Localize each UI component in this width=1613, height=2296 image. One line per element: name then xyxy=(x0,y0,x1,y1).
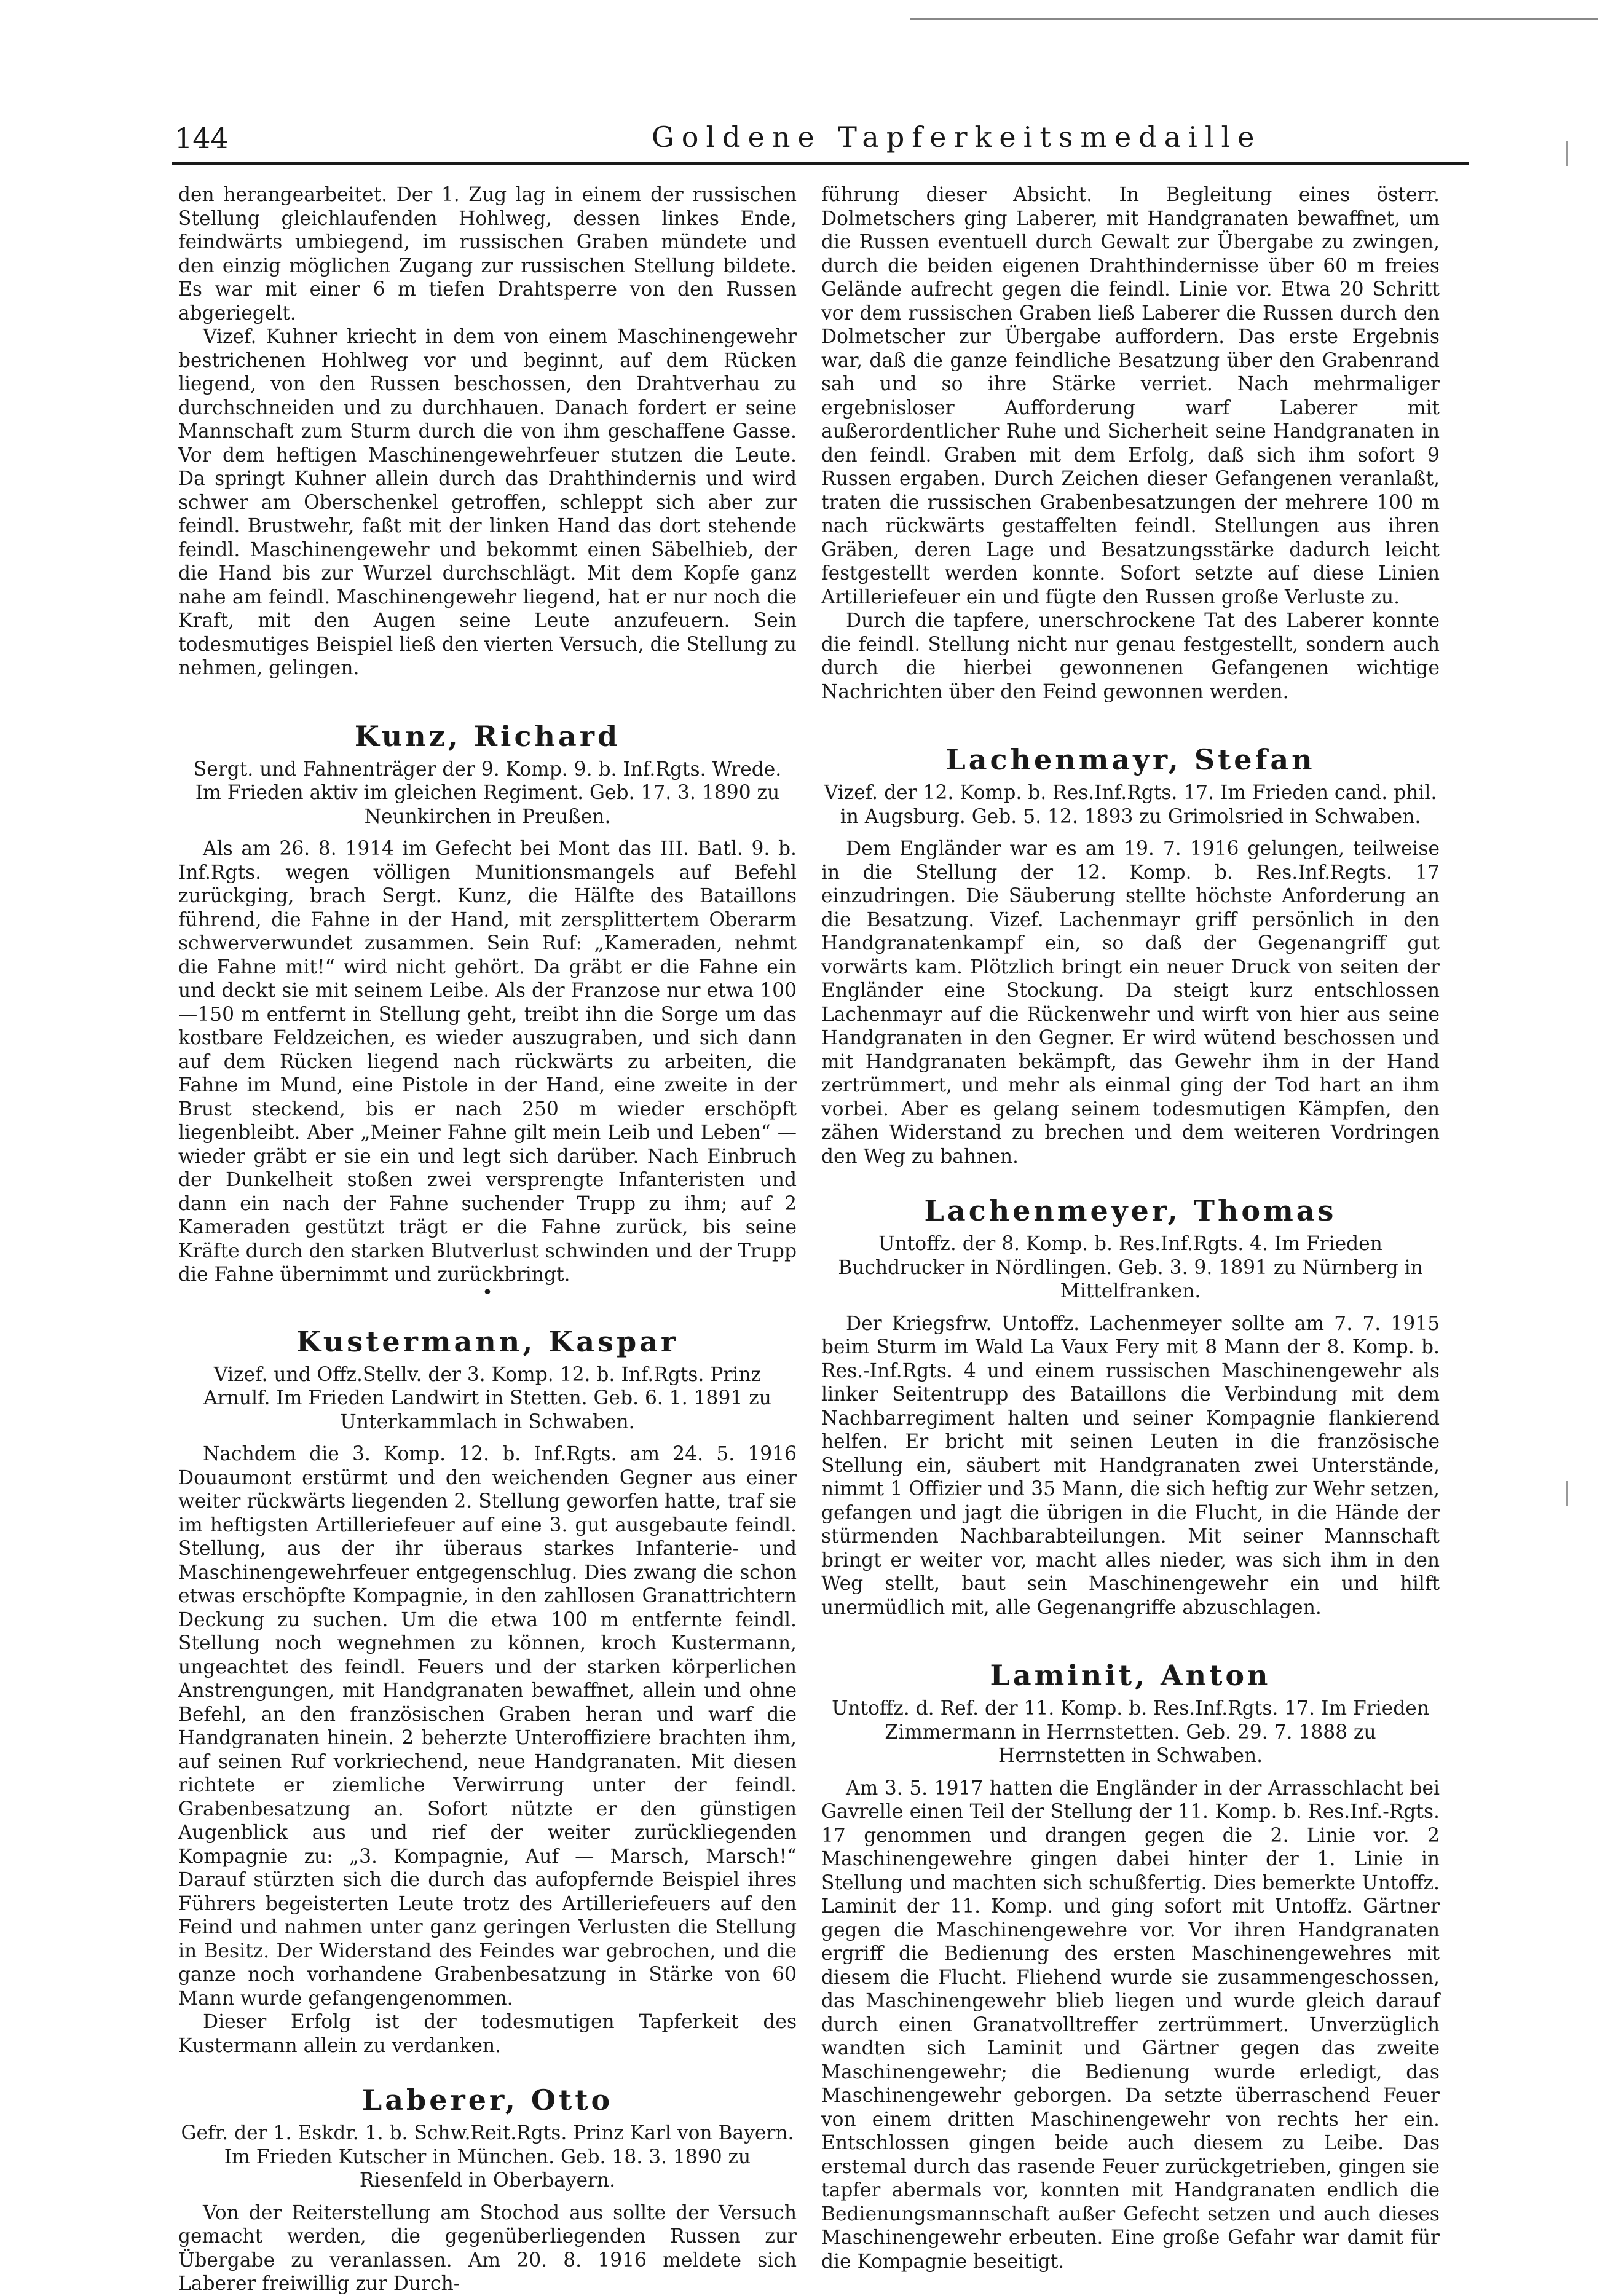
entry-text: Dieser Erfolg ist der todesmutigen Tapferkeit des Kustermann allein zu verdanken. xyxy=(178,2011,797,2057)
entry-heading-kustermann: Kustermann, Kaspar xyxy=(296,1324,679,1358)
entry-meta: Gefr. der 1. Eskdr. 1. b. Schw.Reit.Rgts. Prinz Karl von Bayern. Im Frieden Kutscher in München. Geb. 18. 3. 1890 zu Riesenfeld in Oberbayern. xyxy=(181,2122,794,2192)
header-rule xyxy=(172,162,1469,165)
paragraph: Vizef. Kuhner kriecht in dem von einem Maschinengewehr bestrichenen Hohlweg vor und beginnt, auf dem Rücken liegend, von den Russen beschossen, den Drahtverhau zu durchschneiden und zu durchhauen. Danach fordert er seine Mannschaft zum Sturm durch die von ihm geschaffene Gasse. Vor dem heftigen Maschinengewehrfeuer stutzen die Leute. Da springt Kuhner allein durch das Drahthindernis und wird schwer am Oberschenkel getroffen, schleppt sich aber zur feindl. Brustwehr, faßt mit der linken Hand das dort stehende feindl. Maschinengewehr und bekommt einen Säbelhieb, der die Hand bis zur Wurzel durchschlägt. Mit dem Kopfe ganz nahe am feindl. Maschinengewehr liegend, hat er nur noch die Kraft, mit den Augen seine Leute anzufeuern. Sein todesmutiges Beispiel ließ den vierten Versuch, die Stellung zu nehmen, gelingen. xyxy=(178,326,797,679)
margin-mark xyxy=(1566,141,1568,166)
entry-heading-laminit: Laminit, Anton xyxy=(990,1659,1271,1692)
entry-meta: Untoffz. d. Ref. der 11. Komp. b. Res.Inf.Rgts. 17. Im Frieden Zimmermann in Herrnstetten. Geb. 29. 7. 1888 zu Herrnstetten in Schwaben. xyxy=(832,1697,1429,1767)
entry-text: Von der Reiterstellung am Stochod aus sollte der Versuch gemacht werden, die gegenüberliegenden Russen zur Übergabe zu veranlassen. Am 20. 8. 1916 meldete sich Laberer freiwillig zur Durch- xyxy=(178,2201,797,2295)
entry-meta: Vizef. der 12. Komp. b. Res.Inf.Rgts. 17. Im Frieden cand. phil. in Augsburg. Geb. 5. 12. 1893 zu Grimolsried in Schwaben. xyxy=(824,782,1437,828)
paragraph: führung dieser Absicht. In Begleitung eines österr. Dolmetschers ging Laberer, mit Handgranaten bewaffnet, um die Russen eventuell durch Gewalt zur Übergabe zu zwingen, durch die beiden eigenen Drahthindernisse über 60 m freies Gelände aufrecht gegen die feindl. Linie vor. Etwa 20 Schritt vor dem russischen Graben ließ Laberer die Russen durch den Dolmetscher zur Übergabe auffordern. Das erste Ergebnis war, daß die ganze feindliche Besatzung über den Grabenrand sah und so ihre Stärke verriet. Nach mehrmaliger ergebnisloser Aufforderung warf Laberer mit außerordentlicher Ruhe und Sicherheit seine Handgranaten in den feindl. Graben mit dem Erfolg, daß sich ihm sofort 9 Russen ergaben. Durch Zeichen dieser Gefangenen veranlaßt, traten die russischen Grabenbesatzungen der mehrere 100 m nach rückwärts gestaffelten feindl. Stellungen aus ihren Gräben, deren Lage und Besatzungsstärke dadurch leicht festgestellt werden konnte. Sofort setzte auf diese Linien Artilleriefeuer ein und fügte den Russen große Verluste zu. xyxy=(821,184,1440,608)
entry-heading-laberer: Laberer, Otto xyxy=(361,2083,613,2117)
entry-text: Der Kriegsfrw. Untoffz. Lachenmeyer sollte am 7. 7. 1915 beim Sturm im Wald La Vaux Fery mit 8 Mann der 8. Komp. b. Res.-Inf.Rgts. 4 und einem russischen Maschinengewehr als linker Seitentrupp des Bataillons die Verbindung mit dem Nachbarregiment halten und seiner Kompagnie flankierend helfen. Er bricht mit seinen Leuten in die französische Stellung ein, säubert mit Handgranaten zwei Unterstände, nimmt 1 Offizier und 35 Mann, die sich heftig zur Wehr setzen, gefangen und jagt die übrigen in die Flucht, in die Hände der stürmenden Nachbarabteilungen. Mit seiner Mannschaft bringt er weiter vor, macht alles nieder, was sich ihm in den Weg stellt, baut sein Maschinengewehr ein und hilft unermüdlich mit, alle Gegenangriffe abzuschlagen. xyxy=(821,1312,1440,1619)
running-title: Goldene Tapferkeitsmedaille xyxy=(652,120,1262,154)
entry-meta: Vizef. und Offz.Stellv. der 3. Komp. 12. b. Inf.Rgts. Prinz Arnulf. Im Frieden Landwirt in Stetten. Geb. 6. 1. 1891 zu Unterkammlach in Schwaben. xyxy=(203,1363,771,1433)
entry-text: Am 3. 5. 1917 hatten die Engländer in der Arrasschlacht bei Gavrelle einen Teil der Stellung der 11. Komp. b. Res.Inf.-Rgts. 17 genommen und drangen gegen die 2. Linie vor. 2 Maschinengewehre gingen dabei hinter der 1. Linie in Stellung und machten sich schußfertig. Dies bemerkte Untoffz. Laminit der 11. Komp. und ging sofort mit Untoffz. Gärtner gegen die Maschinengewehre vor. Vor ihren Handgranaten ergriff die Bedienung des ersten Maschinengewehres mit diesem die Flucht. Fliehend wurde sie zusammengeschossen, das Maschinengewehr blieb liegen und wurde gleich darauf durch einen Granatvolltreffer zertrümmert. Unverzüglich wandten sich Laminit und Gärtner gegen das zweite Maschinengewehr; die Bedienung wurde erledigt, das Maschinengewehr geborgen. Da setzte überraschend Feuer von einem dritten Maschinengewehr von rechts her ein. Entschlossen gingen beide auch diesem zu Leibe. Das erstemal durch das rasende Feuer zurückgetrieben, gingen sie tapfer abermals vor, konnten mit Handgranaten endlich die Bedienungsmannschaft außer Gefecht setzen und auch dieses Maschinengewehr erbeuten. Eine große Gefahr war damit für die Kompagnie beseitigt. xyxy=(821,1777,1440,2273)
entry-heading-kunz: Kunz, Richard xyxy=(354,719,621,753)
entry-text: Als am 26. 8. 1914 im Gefecht bei Mont das III. Batl. 9. b. Inf.Rgts. wegen völligen Munitionsmangels auf Befehl zurückging, brach Sergt. Kunz, die Hälfte des Bataillons führend, die Fahne in der Hand, mit zersplittertem Oberarm schwerverwundet zusammen. Sein Ruf: „Kameraden, nehmt die Fahne mit!“ wird nicht gehört. Da gräbt er die Fahne ein und deckt sie mit seinem Leibe. Als der Franzose nur etwa 100—150 m entfernt in Stellung geht, treibt ihn die Sorge um das kostbare Feldzeichen, es wieder auszugraben, und sich dann auf dem Rücken liegend nach rückwärts zu arbeiten, die Fahne im Mund, eine Pistole in der Hand, eine zweite in der Brust steckend, bis er nach 250 m wieder erschöpft liegenbleibt. Aber „Meiner Fahne gilt mein Leib und Leben“ — wieder gräbt er sie ein und legt sich darüber. Nach Einbruch der Dunkelheit stoßen zwei versprengte Infanteristen und dann ein nach der Fahne suchender Trupp zu ihm; auf 2 Kameraden gestützt trägt er die Fahne zurück, bis seine Kräfte durch den starken Blutverlust schwinden und der Trupp die Fahne übernimmt und zurückbringt. xyxy=(178,838,797,1286)
entry-text: Nachdem die 3. Komp. 12. b. Inf.Rgts. am 24. 5. 1916 Douaumont erstürmt und den weichenden Gegner aus einer weiter rückwärts liegenden 2. Stellung geworfen hatte, traf sie im heftigsten Artilleriefeuer auf eine 3. gut ausgebaute feindl. Stellung, aus der ihr überaus starkes Infanterie- und Maschinengewehrfeuer entgegenschlug. Dies zwang die schon etwas erschöpfte Kompagnie, in den zahllosen Granattrichtern Deckung zu suchen. Um die etwa 100 m entfernte feindl. Stellung noch wegnehmen zu können, kroch Kustermann, ungeachtet des feindl. Feuers und der starken körperlichen Anstrengungen, mit Handgranaten bewaffnet, allein und ohne Befehl, an den französischen Graben heran und warf die Handgranaten hinein. 2 beherzte Unteroffiziere brachten ihm, auf seinen Ruf vorkriechend, neue Handgranaten. Mit diesen richtete er ziemliche Verwirrung unter der feindl. Grabenbesatzung an. Sofort nützte er den günstigen Augenblick aus und rief der weiter zurückliegenden Kompagnie zu: „3. Kompagnie, Auf — Marsch, Marsch!“ Darauf stürzten sich die durch das aufopfernde Beispiel ihres Führers begeisterten Leute trotz des Artilleriefeuers auf den Feind und nahmen unter ganz geringen Verlusten die Stellung in Besitz. Der Widerstand des Feindes war gebrochen, und die ganze noch vorhandene Grabenbesatzung in Stärke von 60 Mann wurde gefangengenommen. xyxy=(178,1443,797,2010)
page-number: 144 xyxy=(175,122,229,155)
entry-meta: Untoffz. der 8. Komp. b. Res.Inf.Rgts. 4. Im Frieden Buchdrucker in Nördlingen. Geb. 3. 9. 1891 zu Nürnberg in Mittelfranken. xyxy=(838,1233,1423,1302)
ornament-dot: • xyxy=(482,1281,493,1303)
paragraph: Durch die tapfere, unerschrockene Tat des Laberer konnte die feindl. Stellung nicht nur genau festgestellt, sondern auch durch die hierbei gewonnenen Gefangenen wichtige Nachrichten über den Feind gewonnen werden. xyxy=(821,610,1440,703)
entry-heading-lachenmayr: Lachenmayr, Stefan xyxy=(945,743,1315,776)
left-column xyxy=(178,183,797,2296)
right-column xyxy=(821,183,1440,2273)
paragraph: den herangearbeitet. Der 1. Zug lag in einem der russischen Stellung gleichlaufenden Hohlweg, dessen linkes Ende, feindwärts umbiegend, im russischen Graben mündete und den einzig möglichen Zugang zur russischen Stellung bildete. Es war mit einer 6 m tiefen Drahtsperre von den Russen abgeriegelt. xyxy=(178,184,797,324)
entry-text: Dem Engländer war es am 19. 7. 1916 gelungen, teilweise in die Stellung der 12. Komp. b. Res.Inf.Regts. 17 einzudringen. Die Säuberung stellte höchste Anforderung an die Besatzung. Vizef. Lachenmayr griff persönlich in den Handgranatenkampf ein, so daß der Gegenangriff gut vorwärts kam. Plötzlich bringt ein neuer Druck von seiten der Engländer eine Stockung. Da steigt kurz entschlossen Lachenmayr auf die Rückenwehr und wirft von hier aus seine Handgranaten in den Gegner. Er wird wütend beschossen und mit Handgranaten bekämpft, das Gewehr ihm in der Hand zertrümmert, und mehr als einmal ging der Tod hart an ihm vorbei. Aber es gelang seinem todesmutigen Kämpfen, den zähen Widerstand zu brechen und dem weiteren Vordringen den Weg zu bahnen. xyxy=(821,838,1440,1168)
entry-heading-lachenmeyer: Lachenmeyer, Thomas xyxy=(924,1194,1337,1227)
entry-meta: Sergt. und Fahnenträger der 9. Komp. 9. b. Inf.Rgts. Wrede. Im Frieden aktiv im gleichen Regiment. Geb. 17. 3. 1890 zu Neunkirchen in Preußen. xyxy=(193,758,782,828)
top-edge-rule xyxy=(910,18,1598,20)
margin-mark xyxy=(1566,1481,1568,1506)
